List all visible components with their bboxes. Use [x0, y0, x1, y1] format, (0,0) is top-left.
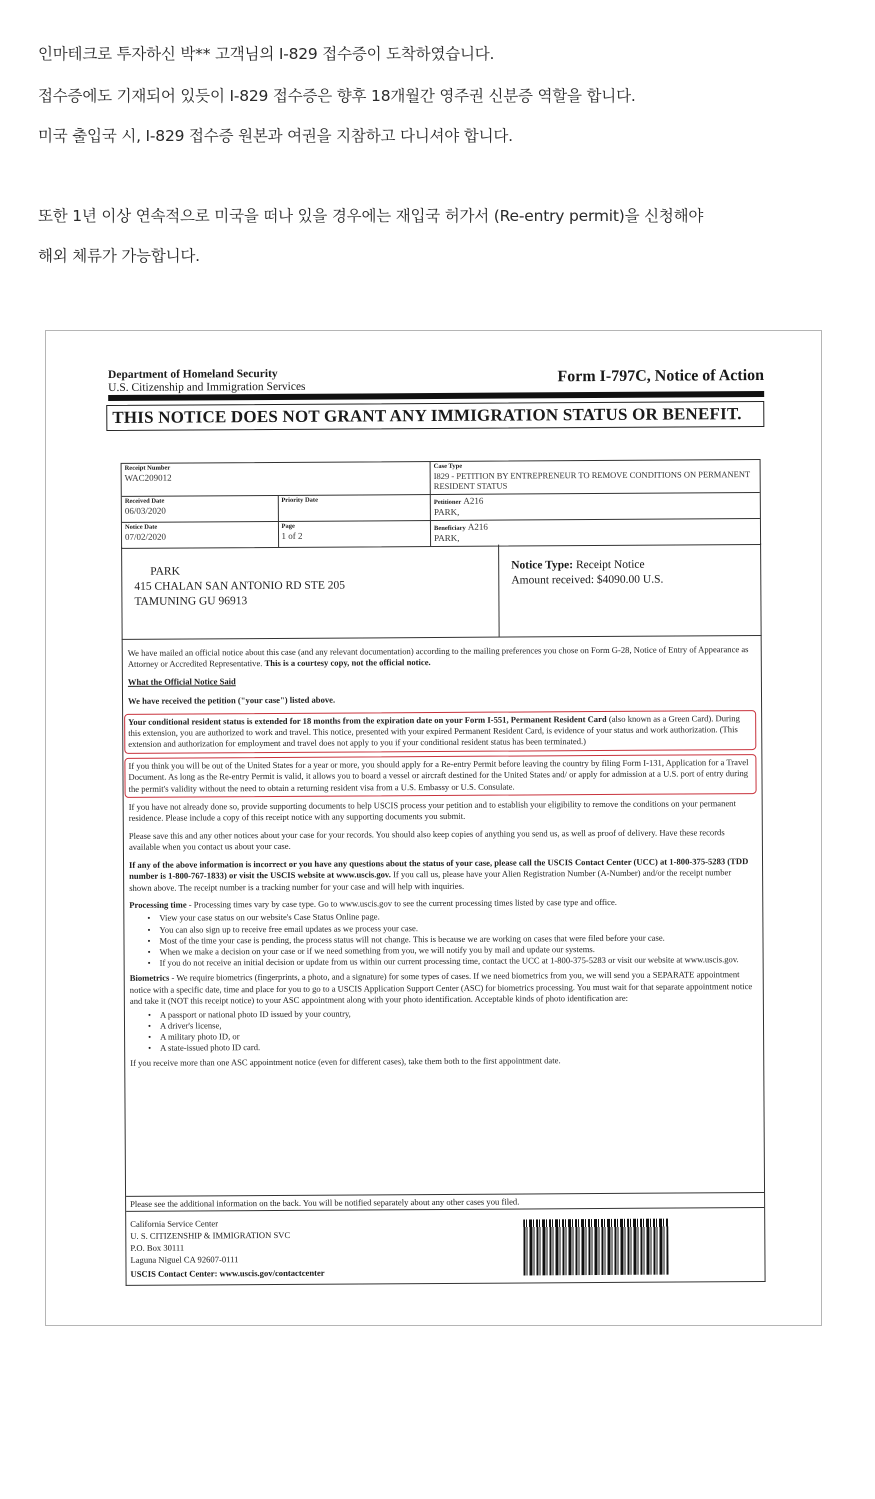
receipt-number: WAC209012 — [124, 472, 172, 483]
status-extension-bold: Your conditional resident status is extended for 18 months from the expiration date on your Form I-551, Permanent Resident Card — [128, 713, 607, 727]
contact-text: If you call us, please have your Alien Registration Number (A-Number) and/or the receipt number shown above. The receipt number is a tracking number for your case and will help with inquiries. — [129, 867, 732, 893]
biometrics-label: Biometrics — [129, 972, 170, 984]
priority-date-cell — [278, 495, 431, 521]
list-item: • You can also sign up to receive free email updates as we process your case. — [147, 921, 753, 936]
agency-name: U.S. Citizenship and Immigration Services — [108, 380, 306, 394]
highlight-status-extension — [124, 710, 756, 754]
address-line: Laguna Niguel CA 92607-0111 — [130, 1254, 239, 1265]
beneficiary-label: Beneficiary — [434, 524, 466, 533]
list-item: • A state-issued photo ID card. — [148, 1039, 754, 1054]
received-date: 06/03/2020 — [124, 505, 166, 516]
status-extension-text: (also known as a Green Card). During this extension, you are authorized to work and travel. This notice, presented with your expired Permanent Resident Card, is evidence of your status and work authorization. (This extension and authorization for employment and travel does not apply to you if your conditional resident status has been terminated.) — [128, 712, 740, 750]
processing-time-text: - Processing times vary by case type. Go to www.uscis.gov to see the current processing times listed by case type and office. — [186, 896, 617, 910]
i797c-notice — [108, 365, 765, 1279]
case-type-label: Case Type — [433, 462, 463, 471]
address-line: California Service Center — [130, 1218, 219, 1229]
biometrics-text: - We require biometrics (fingerprints, a photo, and a signature) for some types of cases. If we need biometrics from you, we will send you a SEPARATE appointment notice with a specific date, time and place for you to go to a USCIS Application Support Center (ASC) for biometrics processing. You must wait for that separate appointment notice and take it (NOT this receipt notice) to your ASC appointment along with your photo identification. Acceptable kinds of photo identification are: — [129, 969, 753, 1007]
case-type-cell — [431, 460, 760, 494]
beneficiary-cell — [431, 519, 760, 546]
petition-received-text: We have received the petition ("your case") listed above. — [127, 694, 336, 707]
contact-bold: If any of the above information is incorrect or you have any questions about the status of your case, please call the USCIS Contact Center (UCC) at 1-800-375-5283 (TDD number is 1-800-767-1833) or visit the USCIS website at www.uscis.gov. — [128, 855, 749, 881]
notice-type: Receipt Notice — [575, 558, 645, 572]
list-item: • A military photo ID, or — [148, 1028, 754, 1043]
page-label: Page — [281, 522, 295, 530]
list-item: • Most of the time your case is pending, the process status will not change. This is because we are working on cases that were filed before your case. — [147, 932, 753, 947]
official-notice-heading: What the Official Notice Said — [127, 676, 236, 687]
intro-line-1: 인마테크로 투자하신 박** 고객님의 I-829 접수증이 도착하였습니다. — [38, 45, 495, 63]
service-center-address — [130, 1217, 324, 1280]
processing-list — [147, 909, 753, 969]
amount-received: $4090.00 U.S. — [596, 573, 664, 587]
form-title: Form I-797C, Notice of Action — [557, 366, 765, 386]
courtesy-copy-bold: This is a courtesy copy, not the official notice. — [264, 657, 431, 669]
page-cell — [278, 521, 431, 547]
notice-scan-image — [45, 330, 822, 1326]
notice-summary — [499, 543, 761, 637]
case-info-grid — [121, 459, 762, 549]
supporting-docs-paragraph: If you have not already done so, provide supporting documents to help USCIS process your petition and to establish your eligibility to remove the conditions on your permanent residence. Please include a copy of this receipt notice with any supporting documents you submit. — [128, 798, 736, 824]
contact-paragraph — [129, 856, 753, 894]
status-warning: THIS NOTICE DOES NOT GRANT ANY IMMIGRATION STATUS OR BENEFIT. — [106, 401, 764, 431]
issuer-header — [108, 368, 306, 395]
list-item: • A driver's license, — [148, 1017, 754, 1032]
petitioner-a-number: A216 — [463, 495, 484, 506]
asc-appointment-paragraph: If you receive more than one ASC appointment notice (even for different cases), take them both to the first appointment date. — [130, 1055, 561, 1069]
received-date-cell — [122, 496, 279, 522]
beneficiary-name: PARK, — [434, 532, 460, 544]
address-line: U. S. CITIZENSHIP & IMMIGRATION SVC — [130, 1229, 291, 1241]
petitioner-cell — [431, 493, 760, 520]
photo-id-list — [148, 1006, 754, 1055]
addressee-name: PARK — [150, 565, 180, 578]
amount-label: Amount received: — [511, 574, 595, 587]
petitioner-name: PARK, — [433, 506, 460, 518]
intro-line-5: 해외 체류가 가능합니다. — [38, 247, 200, 265]
priority-date-label: Priority Date — [281, 496, 318, 504]
highlight-reentry-permit — [124, 754, 756, 798]
contact-center: USCIS Contact Center: www.uscis.gov/contactcenter — [130, 1267, 325, 1279]
notice-date-label: Notice Date — [124, 523, 158, 531]
petitioner-label: Petitioner — [433, 498, 462, 507]
intro-line-2: 접수증에도 기재되어 있듯이 I-829 접수증은 향후 18개월간 영주권 신분증 역할을 합니다. — [38, 87, 636, 105]
save-records-paragraph: Please save this and any other notices about your case for your records. You should also keep copies of anything you send us, as well as proof of delivery. Have these records available when you contact us about your case. — [128, 827, 725, 853]
beneficiary-a-number: A216 — [467, 521, 488, 532]
notice-date: 07/02/2020 — [124, 531, 167, 542]
courtesy-copy-paragraph — [128, 644, 752, 671]
notice-body-frame — [122, 636, 766, 1286]
processing-time-label: Processing time — [129, 899, 187, 910]
receipt-number-label: Receipt Number — [124, 464, 171, 472]
address-street: 415 CHALAN SAN ANTONIO RD STE 205 — [134, 579, 346, 593]
list-item: • If you do not receive an initial decision or update from us within our current processing time, contact the UCC at 1-800-375-5283 or visit our website at www.uscis.gov. — [148, 954, 754, 969]
page-number: 1 of 2 — [281, 530, 303, 541]
department-name: Department of Homeland Security — [108, 367, 278, 381]
intro-line-4: 또한 1년 이상 연속적으로 미국을 떠나 있을 경우에는 재입국 허가서 (Re-entry permit)을 신청해야 — [38, 207, 704, 225]
notice-type-label: Notice Type: — [511, 559, 574, 572]
intro-line-3: 미국 출입국 시, I-829 접수증 원본과 여권을 지참하고 다니셔야 합니다. — [38, 127, 513, 145]
additional-info-note: Please see the additional information on the back. You will be notified separately about any other cases you filed. — [126, 1192, 764, 1212]
address-section — [121, 543, 762, 640]
list-item: • View your case status on our website's Case Status Online page. — [147, 909, 753, 924]
barcode-image — [523, 1219, 668, 1276]
notice-body — [128, 644, 755, 1076]
received-date-label: Received Date — [124, 497, 165, 505]
biometrics-paragraph — [130, 969, 754, 1007]
reentry-permit-text: If you think you will be out of the United States for a year or more, you should apply for a Re-entry Permit before leaving the country by filing Form I-131, Application for a Travel Document. As long as the Re-entry Permit is valid, it allows you to board a vessel or aircraft destined for the United States and/ or apply for admission at a U.S. port of entry during the permit's validity without the need to obtain a returning resident visa from a U.S. Embassy or U.S. Consulate. — [128, 756, 749, 794]
address-city: TAMUNING GU 96913 — [134, 595, 248, 608]
case-type: I829 - PETITION BY ENTREPRENEUR TO REMOVE CONDITIONS ON PERMANENT RESIDENT STATUS — [433, 469, 751, 492]
mailing-address — [122, 545, 500, 639]
list-item: • A passport or national photo ID issued by your country, — [148, 1006, 754, 1021]
courtesy-copy-text: We have mailed an official notice about this case (and any relevant documentation) according to the mailing preferences you chose on Form G-28, Notice of Entry of Appearance as Attorney or Accredited Representative. — [127, 644, 749, 670]
processing-time-paragraph — [129, 896, 753, 911]
receipt-number-cell — [122, 462, 431, 496]
notice-date-cell — [122, 522, 279, 548]
address-line: P.O. Box 30111 — [130, 1242, 185, 1253]
list-item: • When we make a decision on your case or if we need something from you, we will notify you by mail and update our systems. — [148, 943, 754, 958]
